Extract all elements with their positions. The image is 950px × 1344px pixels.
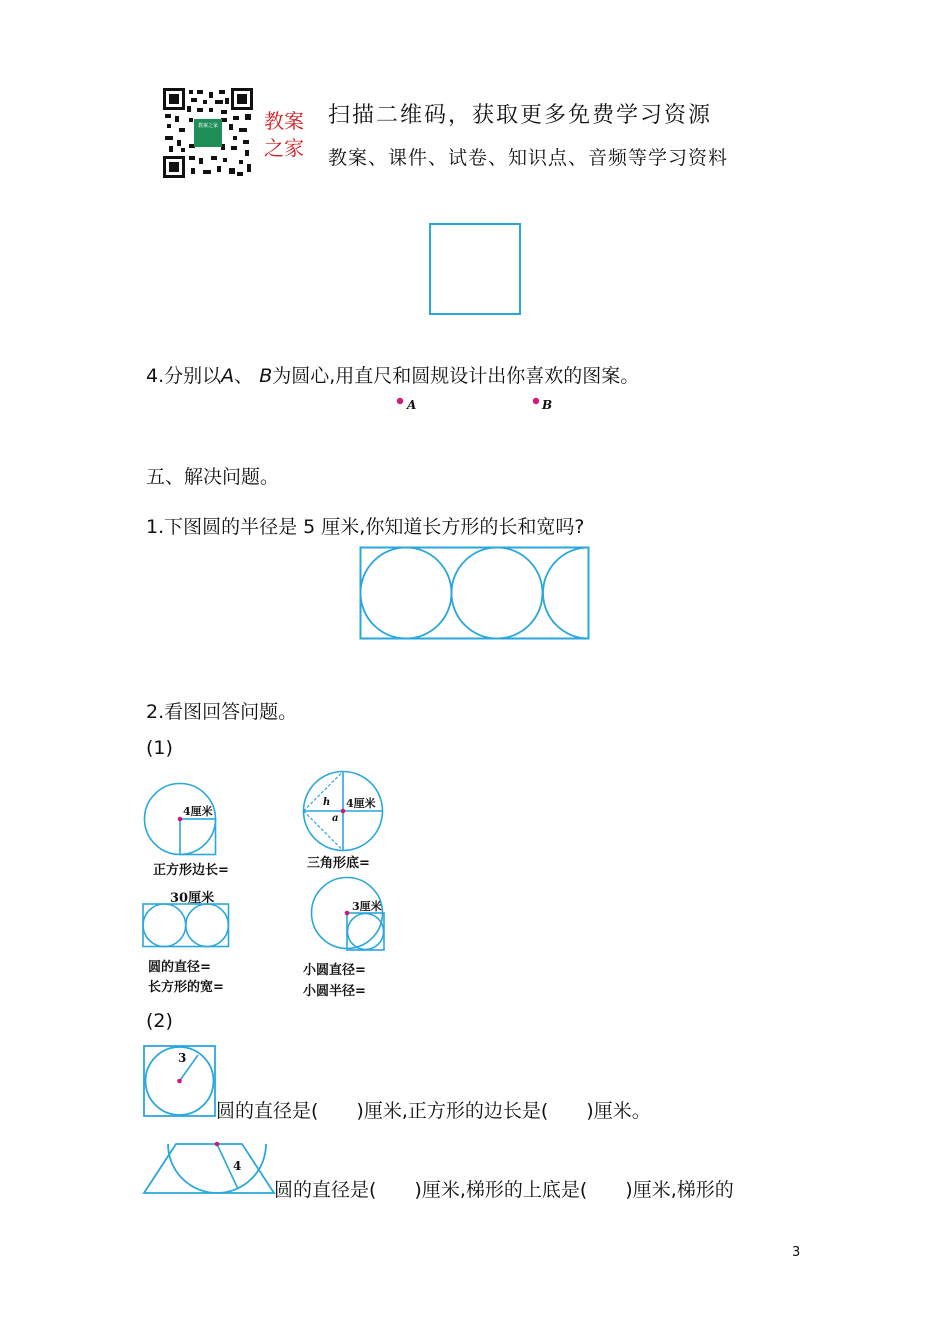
point-b-dot bbox=[532, 397, 540, 405]
fig-b-a: a bbox=[332, 813, 339, 824]
trapezoid-radius-label: 4 bbox=[233, 1159, 242, 1173]
fig-a-label: 4厘米 bbox=[183, 805, 213, 818]
fig-b-h: h bbox=[323, 797, 331, 808]
part1-label: (1) bbox=[146, 737, 173, 759]
page-number: 3 bbox=[792, 1245, 801, 1260]
point-b-label: B bbox=[542, 398, 553, 412]
fig-a-circle-square bbox=[143, 782, 219, 858]
fig-d-label: 3厘米 bbox=[352, 900, 382, 913]
square-question-text: 圆的直径是( )厘米,正方形的边长是( )厘米。 bbox=[216, 1100, 651, 1122]
square-radius-label: 3 bbox=[178, 1051, 187, 1065]
header-line1: 扫描二维码，获取更多免费学习资源 bbox=[328, 103, 713, 128]
fig-c-rect-circles bbox=[142, 903, 230, 948]
q4-point-b: B bbox=[259, 365, 273, 387]
section-title: 五、解决问题。 bbox=[146, 466, 280, 488]
point-a-dot bbox=[396, 397, 404, 405]
qr-code bbox=[163, 88, 253, 178]
fig-b-label: 4厘米 bbox=[346, 797, 376, 810]
qr-center-label: 教案之家 bbox=[197, 123, 218, 129]
rectangle-circles-figure bbox=[359, 546, 591, 640]
trapezoid-question-text: 圆的直径是( )厘米,梯形的上底是( )厘米,梯形的 bbox=[274, 1179, 734, 1201]
fig-d-caption2: 小圆半径= bbox=[303, 984, 366, 999]
fig-c-caption2: 长方形的宽= bbox=[148, 980, 224, 995]
q4-text bbox=[146, 361, 639, 388]
fig-d-caption1: 小圆直径= bbox=[303, 963, 366, 978]
fig-c-label: 30厘米 bbox=[170, 891, 215, 906]
logo-line2: 之家 bbox=[264, 136, 304, 160]
q4-point-a: A bbox=[221, 365, 235, 387]
q4-prefix: 4.分别以 bbox=[146, 365, 222, 387]
fig-b-circle-triangle bbox=[302, 770, 384, 852]
point-a-label: A bbox=[407, 398, 417, 412]
fig-d-circles bbox=[310, 876, 388, 952]
q4-sep: 、 bbox=[234, 365, 254, 387]
fig-b-caption: 三角形底= bbox=[307, 856, 370, 871]
trapezoid-semicircle-figure bbox=[142, 1142, 276, 1194]
q4-suffix: 为圆心,用直尺和圆规设计出你喜欢的图案。 bbox=[272, 365, 640, 387]
logo-line1: 教案 bbox=[264, 109, 304, 133]
header-line2: 教案、课件、试卷、知识点、音频等学习资料 bbox=[328, 147, 729, 169]
problem2-text: 2.看图回答问题。 bbox=[146, 701, 298, 723]
square-figure bbox=[429, 223, 521, 315]
part2-label: (2) bbox=[146, 1010, 173, 1032]
fig-c-caption1: 圆的直径= bbox=[148, 960, 211, 975]
fig-a-caption: 正方形边长= bbox=[153, 863, 229, 878]
problem1-text: 1.下图圆的半径是 5 厘米,你知道长方形的长和宽吗? bbox=[146, 516, 585, 538]
